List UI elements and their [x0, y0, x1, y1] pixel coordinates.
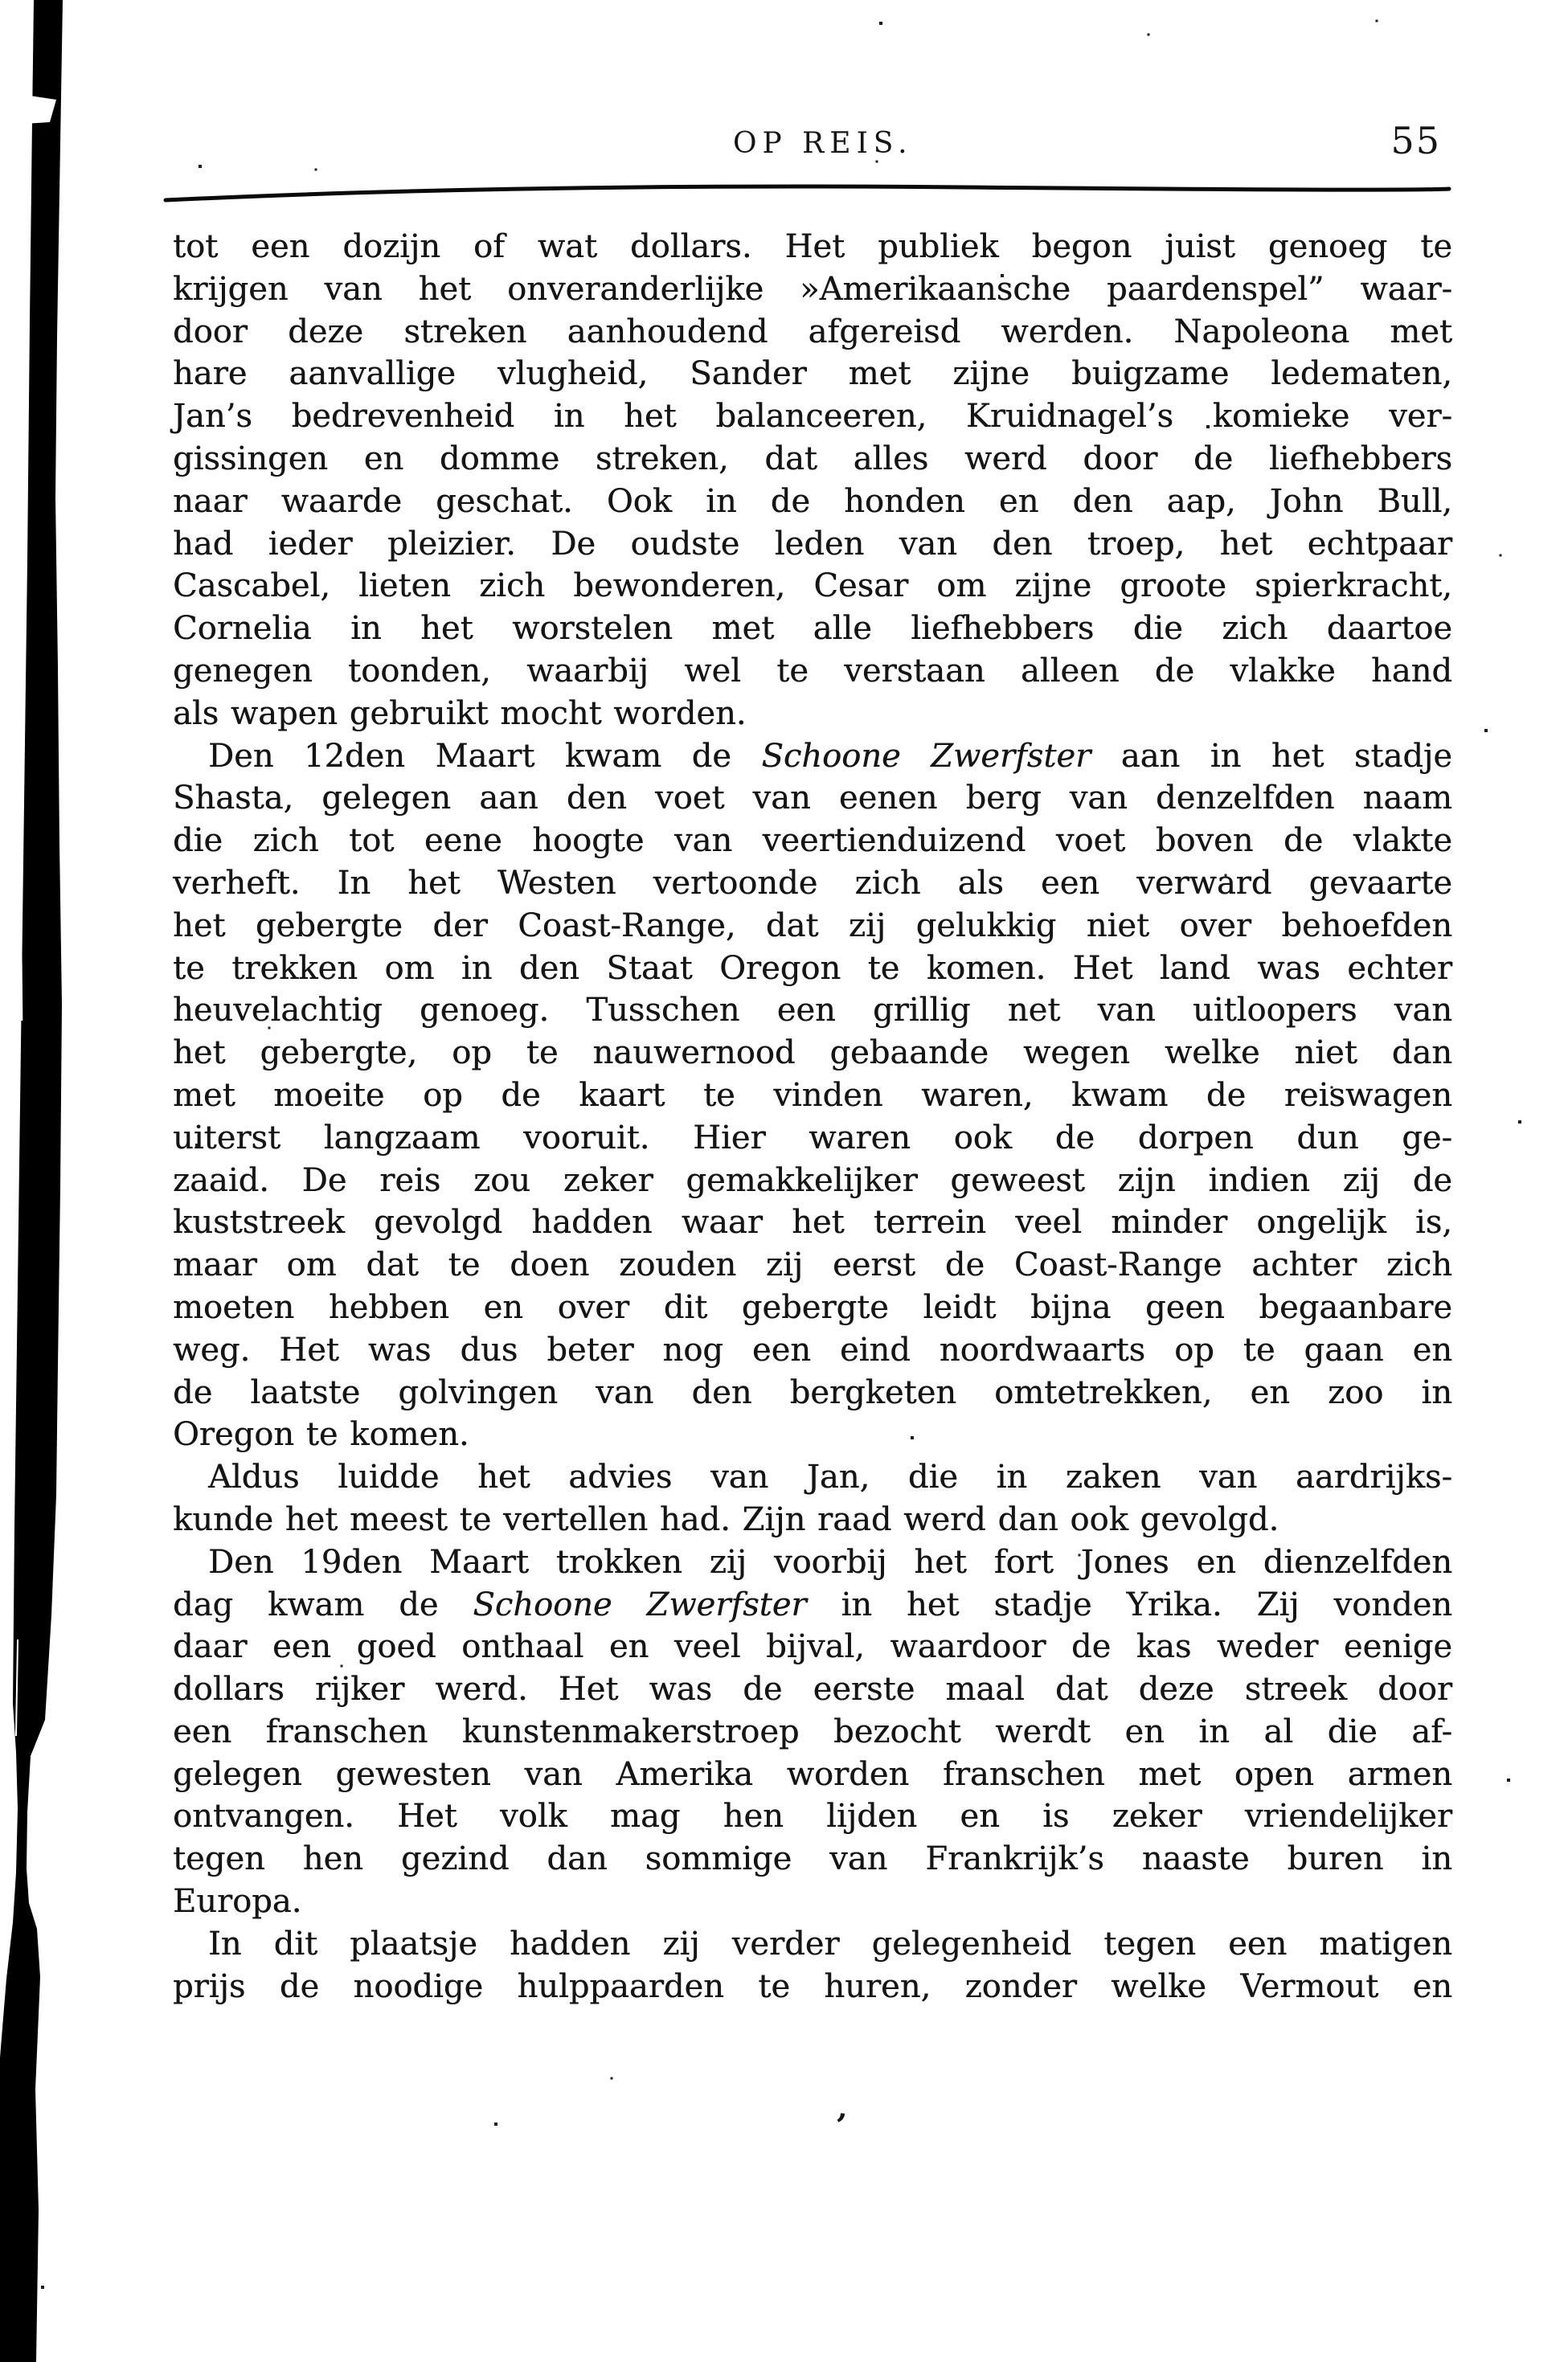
- text-segment: het gebergte, op te nauwernood gebaande wegen welke niet dan: [173, 1034, 1452, 1072]
- text-segment: maar om dat te doen zouden zij eerst de Coast-Range achter zich: [173, 1246, 1452, 1284]
- text-segment: verheft. In het Westen vertoonde zich als een verward gevaarte: [173, 864, 1452, 902]
- text-line: [173, 693, 1452, 735]
- text-line: [173, 353, 1452, 395]
- text-line: [173, 1923, 1452, 1966]
- header-rule: [0, 0, 1568, 217]
- italic-text: Schoone Zwerfster: [761, 737, 1091, 775]
- text-line: [173, 1499, 1452, 1541]
- text-line: [173, 1541, 1452, 1584]
- italic-text: Schoone Zwerfster: [473, 1586, 807, 1623]
- text-line: [173, 1966, 1452, 2008]
- text-line: [173, 1584, 1452, 1627]
- text-segment: heuvelachtig genoeg. Tusschen een grillig net van uitloopers van: [173, 992, 1452, 1030]
- text-segment: ontvangen. Het volk mag hen lijden en is zeker vriendelijker: [173, 1798, 1452, 1836]
- text-line: [173, 1838, 1452, 1881]
- text-segment: uiterst langzaam vooruit. Hier waren ook de dorpen dun ge-: [173, 1119, 1452, 1156]
- text-line: [173, 1117, 1452, 1160]
- text-line: [173, 989, 1452, 1032]
- text-line: [173, 1329, 1452, 1372]
- text-segment: gelegen gewesten van Amerika worden franschen met open armen: [173, 1755, 1452, 1793]
- text-line: [173, 1711, 1452, 1754]
- text-segment: kuststreek gevolgd hadden waar het terrein veel minder ongelijk is,: [173, 1204, 1452, 1242]
- text-segment: als wapen gebruikt mocht worden.: [173, 694, 747, 732]
- text-line: [173, 608, 1452, 650]
- text-line: [173, 226, 1452, 268]
- text-segment: Shasta, gelegen aan den voet van eenen berg van denzelfden naam: [173, 780, 1452, 817]
- text-line: [173, 1160, 1452, 1202]
- text-segment: een franschen kunstenmakerstroep bezocht werdt en in al die af-: [173, 1713, 1452, 1750]
- text-line: [173, 650, 1452, 693]
- text-segment: Den 12den Maart kwam de: [208, 737, 762, 775]
- text-line: [173, 1201, 1452, 1244]
- text-segment: Jan’s bedrevenheid in het balanceeren, Kruidnagel’s komieke ver-: [173, 398, 1452, 436]
- text-segment: dag kwam de: [173, 1586, 473, 1623]
- text-line: [173, 1244, 1452, 1287]
- text-segment: tegen hen gezind dan sommige van Frankrijk’s naaste buren in: [173, 1840, 1452, 1878]
- text-segment: te trekken om in den Staat Oregon te komen. Het land was echter: [173, 949, 1452, 987]
- text-segment: Cascabel, lieten zich bewonderen, Cesar om zijne groote spierkracht,: [173, 567, 1452, 605]
- text-line: [173, 1754, 1452, 1796]
- text-line: [173, 268, 1452, 311]
- text-segment: prijs de noodige hulppaarden te huren, zonder welke Vermout en: [173, 1967, 1452, 2005]
- text-segment: tot een dozijn of wat dollars. Het publiek begon juist genoeg te: [173, 228, 1452, 265]
- text-line: [173, 1626, 1452, 1668]
- text-segment: aan in het stadje: [1091, 737, 1452, 775]
- text-segment: Den 19den Maart trokken zij voorbij het fort Jones en dienzelfden: [208, 1543, 1452, 1581]
- text-segment: had ieder pleizier. De oudste leden van den troep, het echtpaar: [173, 525, 1452, 563]
- text-segment: daar een goed onthaal en veel bijval, waardoor de kas weder eenige: [173, 1628, 1452, 1666]
- text-line: [173, 523, 1452, 566]
- text-segment: gissingen en domme streken, dat alles werd door de liefhebbers: [173, 440, 1452, 477]
- text-segment: die zich tot eene hoogte van veertienduizend voet boven de vlakte: [173, 822, 1452, 860]
- text-line: [173, 1795, 1452, 1838]
- text-line: [173, 395, 1452, 438]
- text-segment: Oregon te komen.: [173, 1416, 469, 1454]
- text-segment: Cornelia in het worstelen met alle liefhebbers die zich daartoe: [173, 610, 1452, 648]
- text-segment: hare aanvallige vlugheid, Sander met zijne buigzame ledematen,: [173, 355, 1452, 393]
- text-line: [173, 1414, 1452, 1456]
- text-segment: moeten hebben en over dit gebergte leidt bijna geen begaanbare: [173, 1288, 1452, 1326]
- binding-shadow: [0, 0, 88, 2362]
- text-line: [173, 905, 1452, 948]
- text-line: [173, 820, 1452, 862]
- text-line: [173, 777, 1452, 820]
- text-line: [173, 948, 1452, 990]
- text-segment: Aldus luidde het advies van Jan, die in zaken van aardrijks-: [208, 1459, 1452, 1496]
- text-line: [173, 1287, 1452, 1329]
- text-line: [173, 438, 1452, 481]
- text-segment: met moeite op de kaart te vinden waren, kwam de reiswagen: [173, 1076, 1452, 1114]
- text-line: [173, 1881, 1452, 1923]
- text-segment: Europa.: [173, 1883, 302, 1921]
- text-segment: door deze streken aanhoudend afgereisd werden. Napoleona met: [173, 313, 1452, 350]
- text-segment: de laatste golvingen van den bergketen omtetrekken, en zoo in: [173, 1373, 1452, 1411]
- text-line: [173, 1668, 1452, 1711]
- text-line: [173, 311, 1452, 354]
- text-segment: In dit plaatsje hadden zij verder gelegenheid tegen een matigen: [208, 1925, 1452, 1963]
- text-segment: zaaid. De reis zou zeker gemakkelijker geweest zijn indien zij de: [173, 1161, 1452, 1199]
- text-line: [173, 862, 1452, 905]
- text-line: [173, 1075, 1452, 1117]
- running-title: OP REIS.: [733, 127, 913, 160]
- text-segment: genegen toonden, waarbij wel te verstaan alleen de vlakke hand: [173, 652, 1452, 690]
- body-text: [173, 226, 1452, 2008]
- text-segment: kunde het meest te vertellen had. Zijn raad werd dan ook gevolgd.: [173, 1500, 1279, 1538]
- text-line: [173, 735, 1452, 778]
- text-line: [173, 1456, 1452, 1499]
- text-segment: in het stadje Yrika. Zij vonden: [806, 1586, 1453, 1623]
- text-segment: weg. Het was dus beter nog een eind noordwaarts op te gaan en: [173, 1331, 1452, 1369]
- page-number: 55: [1390, 119, 1441, 162]
- text-line: [173, 565, 1452, 608]
- text-segment: het gebergte der Coast-Range, dat zij gelukkig niet over behoefden: [173, 907, 1452, 944]
- signature-mark: ʼ: [832, 2106, 848, 2146]
- text-line: [173, 1032, 1452, 1075]
- text-segment: naar waarde geschat. Ook in de honden en den aap, John Bull,: [173, 482, 1452, 520]
- text-segment: krijgen van het onveranderlijke »Amerikaansche paardenspel” waar-: [173, 270, 1452, 308]
- text-line: [173, 1372, 1452, 1414]
- text-line: [173, 481, 1452, 523]
- text-segment: dollars rijker werd. Het was de eerste maal dat deze streek door: [173, 1671, 1452, 1709]
